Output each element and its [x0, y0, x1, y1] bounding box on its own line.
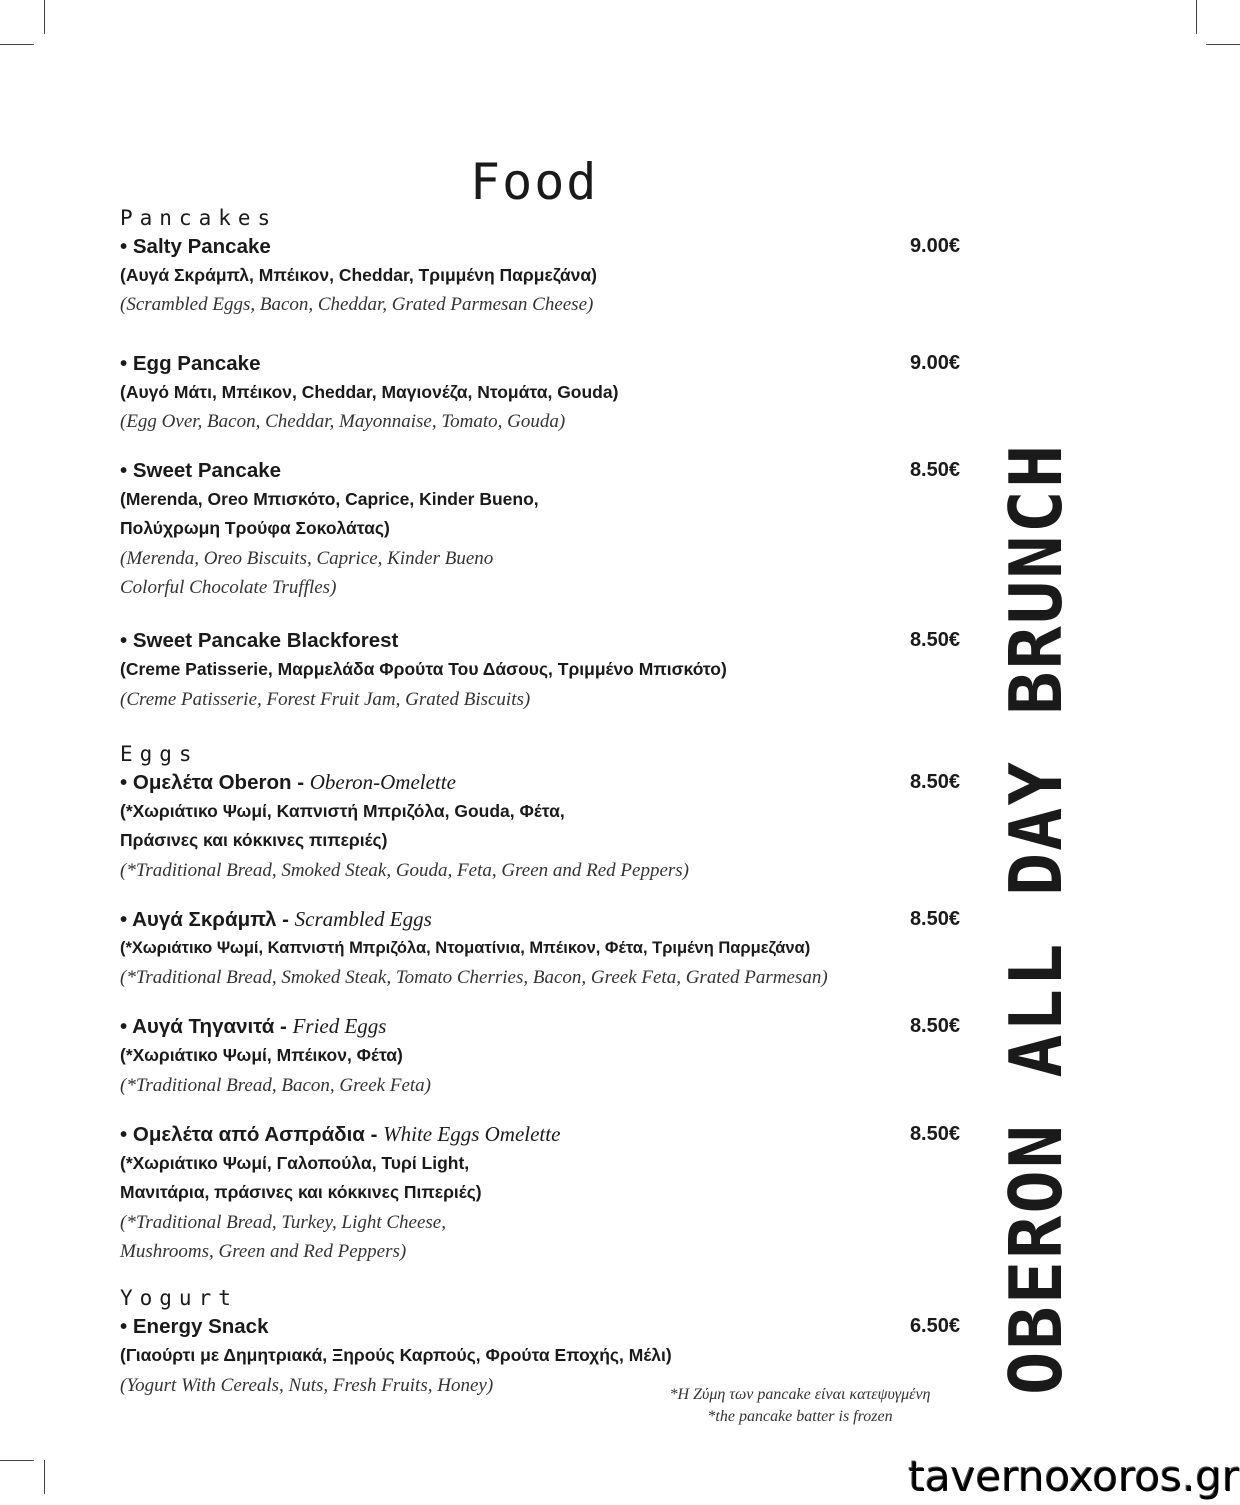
- item-description-greek: (*Χωριάτικο Ψωμί, Καπνιστή Μπριζόλα, Gouda, Φέτα,: [120, 800, 565, 821]
- item-description-english: (Creme Patisserie, Forest Fruit Jam, Grated Biscuits): [120, 688, 531, 710]
- item-description-greek: (Merenda, Oreo Μπισκότο, Caprice, Kinder Bueno,: [120, 489, 539, 510]
- item-description-english: (Yogurt With Cereals, Nuts, Fresh Fruits, Honey): [120, 1374, 494, 1396]
- item-name-english: Oberon-Omelette: [309, 769, 456, 794]
- item-description-greek: (*Χωριάτικο Ψωμί, Μπέικον, Φέτα): [120, 1045, 403, 1066]
- item-header: [120, 456, 960, 485]
- item-header: [120, 626, 960, 655]
- item-description-greek: Πολύχρωμη Τρούφα Σοκολάτας): [120, 518, 390, 539]
- item-price: 9.00€: [909, 235, 960, 257]
- footnote: [640, 1384, 960, 1428]
- section-title: Pancakes: [120, 206, 278, 230]
- item-name: • Αυγά Σκράμπλ -: [120, 907, 295, 931]
- item-name: • Egg Pancake: [120, 351, 261, 375]
- item-description-english: (Scrambled Eggs, Bacon, Cheddar, Grated Parmesan Cheese): [120, 294, 594, 316]
- section-pancakes: [120, 204, 960, 714]
- item-header: [120, 1312, 960, 1341]
- item-description-english: Mushrooms, Green and Red Peppers): [120, 1240, 407, 1262]
- item-name: • Salty Pancake: [120, 235, 271, 258]
- item-name-english: Scrambled Eggs: [294, 906, 432, 931]
- section-title: Eggs: [120, 741, 199, 766]
- crop-mark: [0, 1460, 34, 1461]
- item-name: • Sweet Pancake: [120, 459, 282, 483]
- page-title: Food: [470, 153, 599, 211]
- menu-item: [120, 1120, 960, 1266]
- menu-item: [120, 1012, 960, 1100]
- item-name: • Αυγά Τηγανιτά -: [120, 1015, 293, 1039]
- item-name-english: White Eggs Omelette: [383, 1122, 561, 1147]
- item-header: [120, 768, 960, 797]
- item-price: 8.50€: [909, 907, 960, 930]
- crop-mark: [44, 1460, 45, 1494]
- item-description-english: (Egg Over, Bacon, Cheddar, Mayonnaise, Tomato, Gouda): [120, 410, 566, 432]
- item-price: 8.50€: [909, 459, 960, 482]
- item-description-english: (*Traditional Bread, Smoked Steak, Tomato Cherries, Bacon, Greek Feta, Grated Parmesan): [120, 967, 828, 989]
- menu-item: [120, 349, 960, 437]
- crop-mark: [1206, 44, 1240, 45]
- item-description-greek: (Αυγά Σκράμπλ, Μπέικον, Cheddar, Τριμμένη Παρμεζάνα): [120, 265, 597, 285]
- menu-item: [120, 626, 960, 714]
- side-title: OBERON ALL DAY BRUNCH: [994, 442, 1078, 1395]
- crop-mark: [44, 0, 45, 34]
- item-price: 8.50€: [909, 1015, 960, 1038]
- item-name: • Energy Snack: [120, 1315, 269, 1339]
- item-description-greek: (*Χωριάτικο Ψωμί, Γαλοπούλα, Τυρί Light,: [120, 1153, 470, 1174]
- menu-item: [120, 905, 960, 993]
- item-description-greek: Πράσινες και κόκκινες πιπεριές): [120, 830, 388, 851]
- item-description-greek: (Γιαούρτι με Δημητριακά, Ξηρούς Καρπούς, Φρούτα Εποχής, Μέλι): [120, 1345, 672, 1366]
- footnote-greek: *Η Ζύμη των pancake είναι κατεψυγμένη: [669, 1386, 931, 1403]
- footnote-english: *the pancake batter is frozen: [707, 1408, 893, 1425]
- menu-content: [120, 204, 960, 1400]
- item-name: • Sweet Pancake Blackforest: [120, 629, 399, 653]
- watermark: tavernoxoros.gr: [908, 1448, 1240, 1505]
- item-description-greek: (*Χωριάτικο Ψωμί, Καπνιστή Μπριζόλα, Ντοματίνια, Μπέικον, Φέτα, Τριμένη Παρμεζάνα): [120, 938, 811, 957]
- item-description-english: (*Traditional Bread, Bacon, Greek Feta): [120, 1074, 431, 1096]
- section-yogurt: [120, 1284, 960, 1400]
- section-eggs: [120, 740, 960, 1266]
- item-description-english: (*Traditional Bread, Turkey, Light Cheese,: [120, 1211, 446, 1233]
- item-description-english: (*Traditional Bread, Smoked Steak, Gouda, Feta, Green and Red Peppers): [120, 859, 690, 881]
- item-price: 6.50€: [909, 1315, 960, 1338]
- section-title: Yogurt: [120, 1286, 238, 1311]
- menu-item: [120, 232, 960, 320]
- item-name: • Ομελέτα Oberon -: [120, 770, 310, 794]
- item-header: [120, 1120, 960, 1149]
- item-header: [120, 349, 960, 378]
- crop-mark: [1196, 0, 1197, 34]
- menu-item: [120, 768, 960, 885]
- item-header: [120, 232, 960, 261]
- item-description-english: (Merenda, Oreo Biscuits, Caprice, Kinder Bueno: [120, 547, 494, 569]
- item-description-greek: Μανιτάρια, πράσινες και κόκκινες Πιπεριές): [120, 1182, 482, 1203]
- item-description-greek: (Creme Patisserie, Μαρμελάδα Φρούτα Του Δάσους, Τριμμένο Μπισκότο): [120, 659, 727, 680]
- crop-mark: [0, 44, 34, 45]
- item-description-english: Colorful Chocolate Truffles): [120, 577, 337, 599]
- item-header: [120, 905, 960, 934]
- item-price: 9.00€: [909, 351, 960, 374]
- item-name-english: Fried Eggs: [292, 1014, 387, 1039]
- item-price: 8.50€: [909, 1123, 960, 1146]
- item-price: 8.50€: [909, 629, 960, 652]
- item-description-greek: (Αυγό Μάτι, Μπέικον, Cheddar, Μαγιονέζα, Ντομάτα, Gouda): [120, 381, 619, 402]
- item-price: 8.50€: [909, 770, 960, 793]
- item-name: • Ομελέτα από Ασπράδια -: [120, 1123, 384, 1147]
- item-header: [120, 1012, 960, 1041]
- menu-item: [120, 456, 960, 602]
